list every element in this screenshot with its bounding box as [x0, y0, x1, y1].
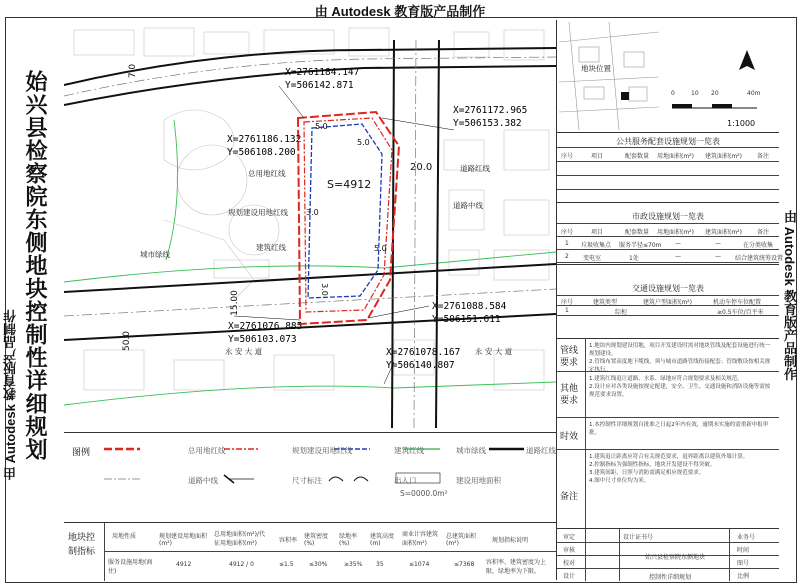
table-header: 建筑户型面积(m²) — [643, 299, 692, 306]
signature-block — [557, 528, 779, 581]
note-label: 时效 — [560, 432, 579, 442]
map-label: 建筑红线 — [256, 243, 286, 252]
notes-block — [557, 338, 779, 529]
note-text: 1.地块内规划建设用地，项目开发建设时需对地块管线及配套设施进行统一规划建设。 2.管线布置高度地下缆线，须与城市道路管线衔接配套；管线敷设按相关规定执行。 — [589, 343, 771, 373]
table-cell: 结合建筑统筹设置 — [735, 255, 784, 262]
indicator-value: 容积率、建筑密度为上限，绿地率为下限。 — [486, 559, 547, 575]
indicator-header: 总用地面积(m²)/代征用地面积(m²) — [214, 531, 265, 547]
indicator-value: ≤1.5 — [279, 561, 294, 568]
legend-label: 道路红线 — [526, 446, 556, 455]
setback-dim: 3.0 — [306, 208, 319, 217]
table-header: 用地面积(m²) — [657, 229, 694, 236]
map-label: 总用地红线 — [248, 169, 286, 178]
drawing-name: 控制性详细规划 — [649, 574, 692, 581]
scale-tick: 20 — [711, 90, 719, 97]
map-label: 道路中线 — [453, 201, 483, 210]
setback-dim: 5.0 — [357, 138, 370, 147]
indicator-header: 规划指标说明 — [492, 537, 529, 544]
info-panel — [556, 20, 784, 581]
street-label: 永 安 大 道 — [475, 347, 513, 356]
public-facilities-table — [557, 132, 779, 201]
indicator-value: 服务设施用地(商住) — [108, 559, 153, 575]
indicator-value: ≤1074 — [409, 561, 430, 568]
municipal-facilities-table — [557, 202, 784, 263]
scale-ratio: 1:1000 — [727, 119, 756, 128]
table-header: 用地面积(m²) — [657, 153, 694, 160]
legend-label: 建设用地面积 — [456, 476, 501, 485]
table-cell: 1处 — [629, 255, 639, 262]
project-name: 始兴县检察院东侧地块 — [645, 554, 706, 561]
table-cell: 在分类收集 — [743, 242, 774, 249]
coord-label: X=2761186.132 Y=506108.200 — [227, 134, 302, 158]
sign-cert: 设计证书号 — [623, 534, 654, 541]
table-cell: — — [715, 253, 721, 260]
indicator-header: 建筑密度(%) — [304, 533, 329, 547]
table-title: 交通设施规划一览表 — [632, 284, 704, 293]
sign-row: 设计 — [563, 573, 576, 580]
indicator-value: 4912 / 0 — [229, 561, 254, 568]
scale-tick: 10 — [691, 90, 699, 97]
table-title: 市政设施规划一览表 — [632, 212, 704, 221]
table-cell: 2 — [565, 253, 569, 260]
sign-field: 图号 — [737, 560, 750, 567]
setback-dim: 5.0 — [374, 244, 387, 253]
scale-tick: 40m — [747, 90, 761, 97]
legend-label: 出入口 — [394, 476, 417, 485]
map-label: 规划建设用地红线 — [228, 208, 288, 217]
sign-row: 校对 — [563, 560, 576, 567]
legend-label: 总用地红线 — [188, 446, 226, 455]
legend — [64, 432, 556, 521]
note-text: 1.本控制性详细规划自批准之日起2年内有效，逾期未实施的需重新申报审批。 — [589, 422, 769, 436]
indicator-table — [64, 522, 556, 581]
coord-label: X=2761076.885 Y=506103.073 — [228, 321, 303, 345]
compass-scale — [667, 40, 777, 120]
sign-field: 时间 — [737, 547, 750, 554]
table-cell: 1 — [565, 240, 569, 247]
street-label: 永 安 大 道 — [225, 347, 263, 356]
table-header: 建筑面积(m²) — [705, 229, 742, 236]
indicator-header: 绿地率(%) — [339, 533, 358, 547]
road-width-dim: 7.0 — [128, 63, 139, 79]
sign-row: 审定 — [563, 534, 576, 541]
table-header: 序号 — [561, 153, 574, 160]
indicator-value: ≥35% — [344, 561, 363, 568]
indicator-header: 规划建设用地面积(m²) — [159, 533, 208, 547]
legend-label: 建筑红线 — [394, 446, 424, 455]
table-header: 配套数量 — [625, 153, 650, 160]
legend-label: 尺寸标注 — [292, 476, 322, 485]
indicator-title: 地块控制指标 — [68, 533, 96, 557]
note-label: 管线要求 — [560, 346, 579, 368]
table-cell: 垃圾收集点 — [581, 242, 612, 249]
note-text: 1.建筑退让距离应符合有关规范要求，退界距离以建筑外墙计算。 2.控制指标为强制性指标，地块开发建设不得突破。 3.建筑间距、日照与消防需满足相应规范要求。 4.图中尺寸单位均为米。 — [589, 454, 749, 484]
indicator-value: ≤30% — [309, 561, 328, 568]
location-map — [559, 22, 659, 130]
road-width-dim: 20.0 — [410, 162, 433, 173]
legend-title: 图例 — [72, 448, 91, 458]
table-cell: 变电室 — [583, 255, 602, 262]
table-cell: 1 — [565, 307, 569, 314]
setback-dim: 3.0 — [319, 283, 329, 296]
indicator-header: 商业计容建筑面积(m²) — [402, 531, 439, 547]
plan-title: 始兴县检察院东侧地块控制性详细规划 — [22, 70, 47, 461]
sign-field: 比例 — [737, 573, 750, 580]
table-cell: — — [675, 253, 681, 260]
legend-label: 道路中线 — [188, 476, 218, 485]
table-header: 备注 — [757, 229, 770, 236]
map-label: 城市绿线 — [140, 250, 170, 259]
table-cell: — — [715, 240, 721, 247]
setback-dim: 5.0 — [315, 122, 328, 131]
note-label: 备注 — [560, 492, 579, 502]
watermark-top: 由 Autodesk 教育版产品制作 — [314, 4, 486, 19]
note-text: 1.建筑红线退让道路、水系、绿地应符合规划要求及相关规范。 2.设计应对各类设施按规定配建，安全、卫生、交通设施和消防设施等需按规范要求设置。 — [589, 376, 771, 398]
watermark-left: 由 Autodesk 教育版产品制作 — [3, 309, 18, 480]
indicator-header: 总建筑面积(m²) — [446, 533, 477, 547]
legend-label: S=0000.0m² — [400, 489, 448, 498]
indicator-header: 建筑高度(m) — [370, 533, 395, 547]
indicator-value: 4912 — [176, 561, 192, 568]
table-header: 序号 — [561, 299, 574, 306]
indicator-value: 35 — [376, 561, 384, 568]
table-header: 建筑面积(m²) — [705, 153, 742, 160]
site-area-label: S=4912 — [327, 178, 372, 191]
coord-label: X=2761172.965 Y=506153.382 — [453, 105, 528, 129]
table-header: 配套数量 — [625, 229, 650, 236]
legend-label: 城市绿线 — [456, 446, 486, 455]
table-cell: ≥0.5车位/百平米 — [717, 309, 764, 316]
legend-label: 规划建设用地红线 — [292, 446, 352, 455]
location-label: 地块位置 — [581, 64, 611, 73]
table-cell: 服务半径≤70m — [619, 242, 662, 249]
table-header: 建筑类型 — [593, 299, 618, 306]
note-label: 其他要求 — [560, 384, 579, 406]
table-title: 公共服务配套设施规划一览表 — [616, 137, 720, 146]
table-cell: 综柜 — [615, 309, 628, 316]
coord-label: X=2761184.147 Y=506142.871 — [285, 67, 360, 91]
scale-tick: 0 — [671, 90, 675, 97]
table-header: 项目 — [591, 153, 604, 160]
watermark-right: 由 Autodesk 教育版产品制作 — [782, 210, 797, 381]
road-width-dim: 15.00 — [229, 290, 240, 316]
table-cell: — — [675, 240, 681, 247]
map-label: 道路红线 — [460, 164, 490, 173]
table-header: 项目 — [591, 229, 604, 236]
road-width-dim: 50.0 — [122, 330, 133, 352]
sign-row: 审核 — [563, 547, 576, 554]
table-header: 备注 — [757, 153, 770, 160]
indicator-header: 容积率 — [279, 537, 298, 544]
table-header: 机动车停车位配置 — [713, 299, 762, 306]
indicator-value: ≤7368 — [454, 561, 475, 568]
traffic-facilities-table — [557, 264, 779, 315]
sign-field: 业务号 — [737, 534, 756, 541]
coord-label: X=2761088.584 Y=506151.611 — [432, 301, 507, 325]
table-header: 序号 — [561, 229, 574, 236]
coord-label: X=2761078.167 Y=506140.807 — [386, 347, 461, 371]
indicator-header: 用地性质 — [112, 533, 137, 540]
